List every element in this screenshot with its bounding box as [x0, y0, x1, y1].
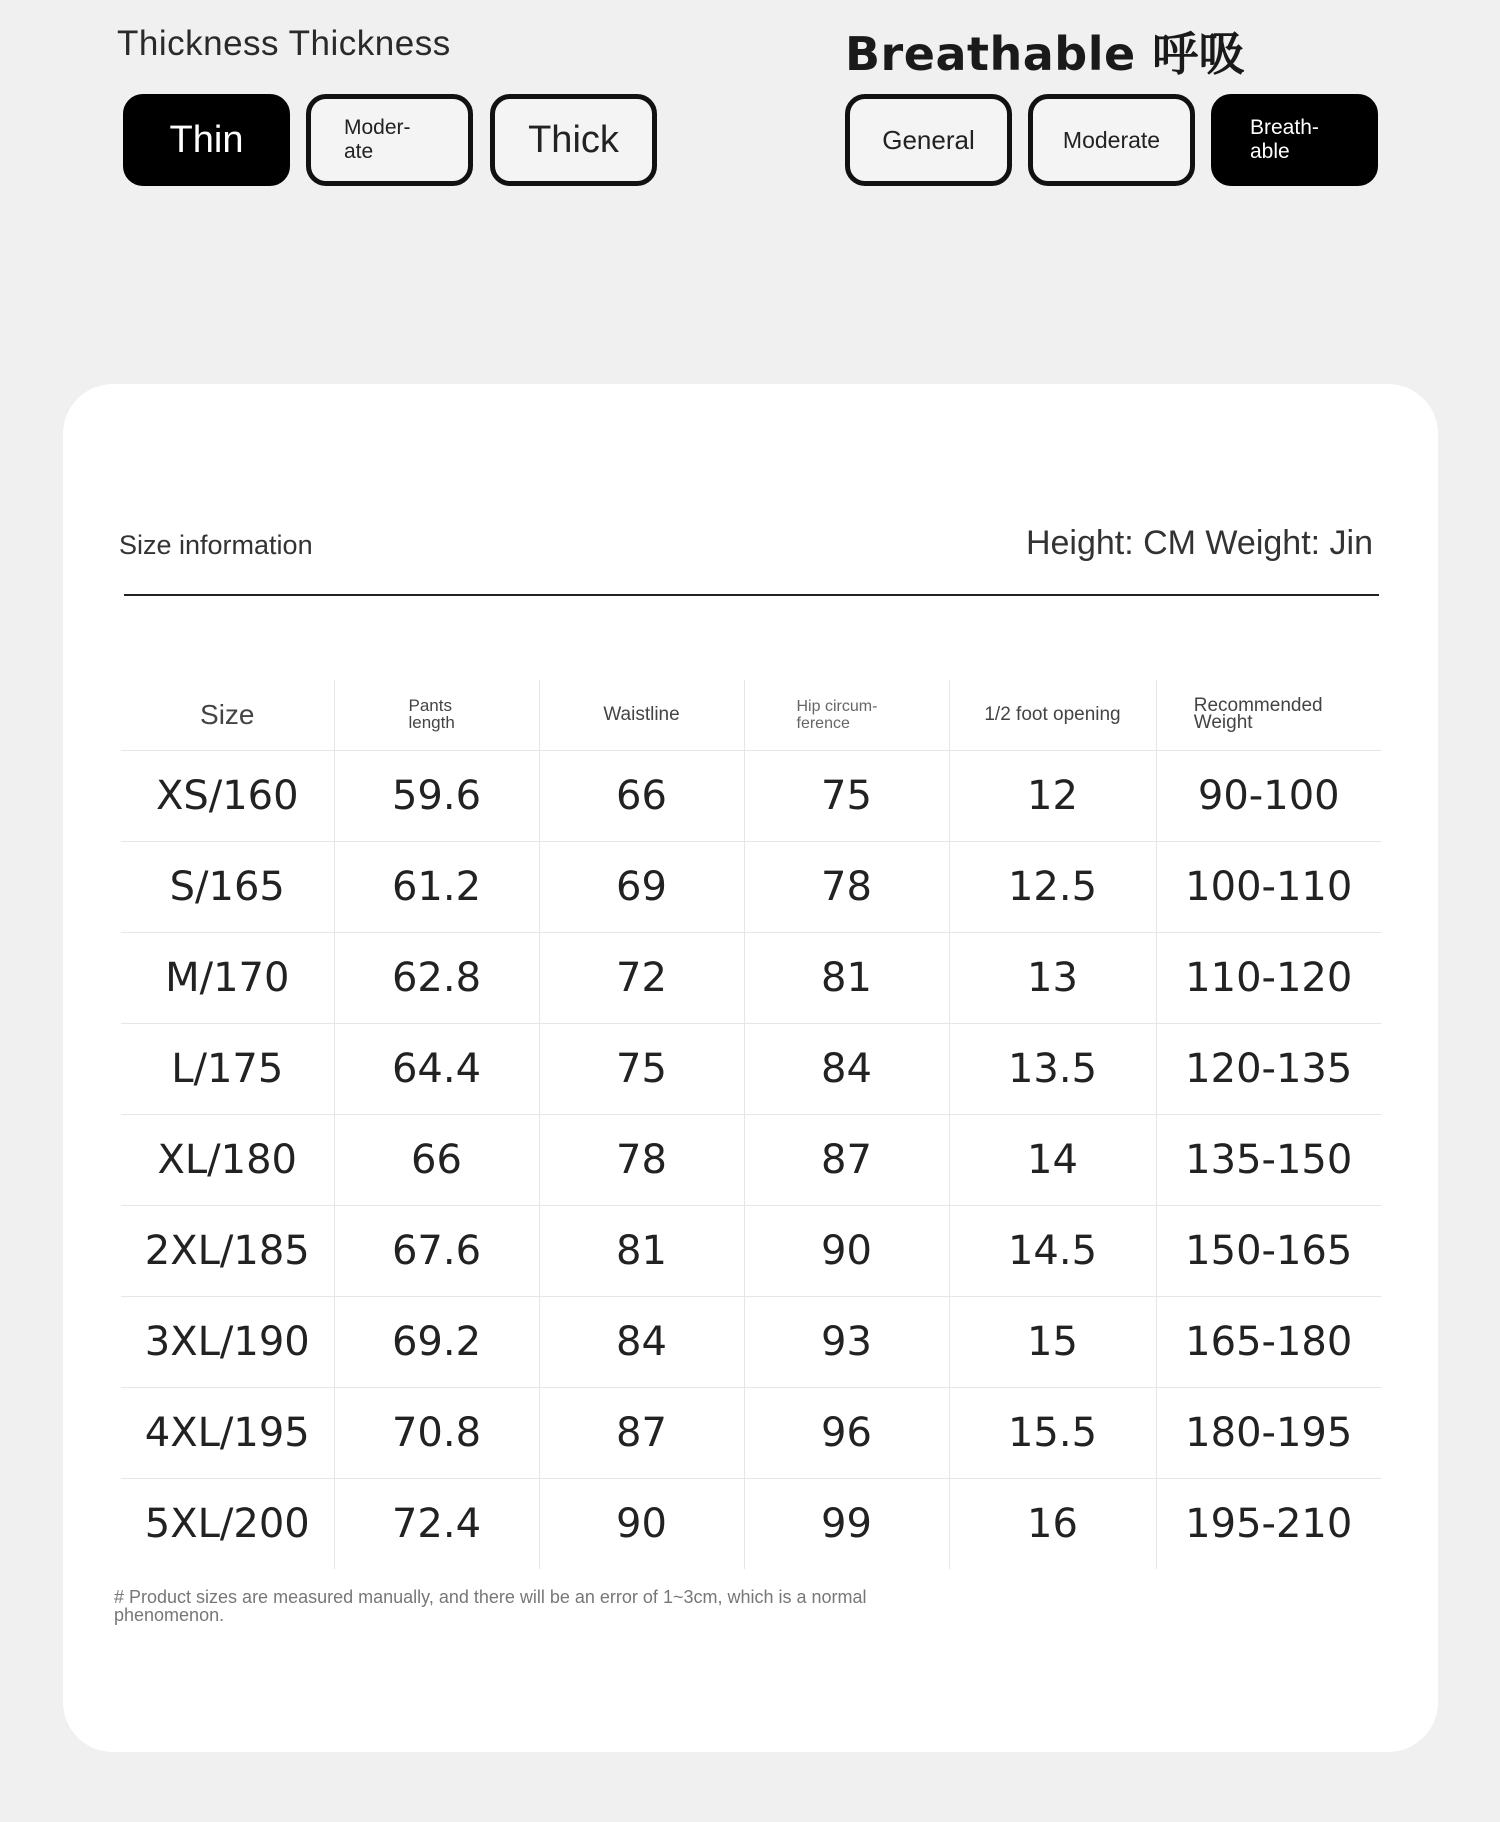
- cell-waistline: 84: [539, 1297, 744, 1388]
- table-row: [121, 1115, 1381, 1206]
- cell-hip-circumference: 78: [744, 842, 949, 933]
- cell-foot-opening: 15: [949, 1297, 1156, 1388]
- cell-hip-circumference: 99: [744, 1479, 949, 1570]
- units-label: Height: CM Weight: Jin: [1025, 524, 1373, 562]
- cell-recommended-weight: 195-210: [1156, 1479, 1381, 1570]
- cell-recommended-weight: 135-150: [1156, 1115, 1381, 1206]
- cell-foot-opening: 13: [949, 933, 1156, 1024]
- thickness-option-label: Moder-ate: [344, 116, 411, 163]
- table-row: [121, 1479, 1381, 1570]
- cell-waistline: 75: [539, 1024, 744, 1115]
- thickness-heading: Thickness Thickness: [117, 24, 451, 63]
- divider: [124, 594, 1379, 596]
- cell-pants-length: 66: [334, 1115, 539, 1206]
- breathable-option-label: General: [882, 124, 975, 155]
- breathable-option-moderate[interactable]: [1028, 94, 1195, 186]
- cell-pants-length: 59.6: [334, 751, 539, 842]
- cell-recommended-weight: 150-165: [1156, 1206, 1381, 1297]
- cell-pants-length: 62.8: [334, 933, 539, 1024]
- column-header-recommended-weight: Recommended Weight: [1156, 680, 1381, 751]
- breathable-heading: Breathable 呼吸: [845, 27, 1246, 81]
- cell-hip-circumference: 75: [744, 751, 949, 842]
- cell-waistline: 69: [539, 842, 744, 933]
- cell-hip-circumference: 87: [744, 1115, 949, 1206]
- cell-pants-length: 67.6: [334, 1206, 539, 1297]
- cell-size: XS/160: [121, 751, 334, 842]
- cell-size: 3XL/190: [121, 1297, 334, 1388]
- cell-pants-length: 64.4: [334, 1024, 539, 1115]
- cell-size: XL/180: [121, 1115, 334, 1206]
- cell-foot-opening: 12.5: [949, 842, 1156, 933]
- table-row: [121, 751, 1381, 842]
- cell-pants-length: 70.8: [334, 1388, 539, 1479]
- cell-foot-opening: 15.5: [949, 1388, 1156, 1479]
- cell-hip-circumference: 93: [744, 1297, 949, 1388]
- thickness-option-thin[interactable]: [123, 94, 290, 186]
- thickness-option-moderate[interactable]: [306, 94, 473, 186]
- cell-foot-opening: 16: [949, 1479, 1156, 1570]
- cell-hip-circumference: 81: [744, 933, 949, 1024]
- column-header-pants-length: Pants length: [334, 680, 539, 751]
- cell-pants-length: 69.2: [334, 1297, 539, 1388]
- size-table: [121, 680, 1381, 1569]
- cell-recommended-weight: 120-135: [1156, 1024, 1381, 1115]
- cell-pants-length: 72.4: [334, 1479, 539, 1570]
- cell-recommended-weight: 165-180: [1156, 1297, 1381, 1388]
- cell-size: 5XL/200: [121, 1479, 334, 1570]
- size-information-title: Size information: [119, 530, 313, 560]
- cell-waistline: 78: [539, 1115, 744, 1206]
- table-header-row: [121, 680, 1381, 751]
- cell-hip-circumference: 84: [744, 1024, 949, 1115]
- cell-waistline: 66: [539, 751, 744, 842]
- cell-foot-opening: 12: [949, 751, 1156, 842]
- cell-pants-length: 61.2: [334, 842, 539, 933]
- thickness-option-thick[interactable]: [490, 94, 657, 186]
- cell-waistline: 87: [539, 1388, 744, 1479]
- cell-recommended-weight: 100-110: [1156, 842, 1381, 933]
- cell-size: 2XL/185: [121, 1206, 334, 1297]
- footnote: # Product sizes are measured manually, and there will be an error of 1~3cm, which is a normal phenomenon.: [114, 1587, 867, 1625]
- table-row: [121, 1206, 1381, 1297]
- cell-size: M/170: [121, 933, 334, 1024]
- cell-hip-circumference: 90: [744, 1206, 949, 1297]
- cell-size: 4XL/195: [121, 1388, 334, 1479]
- table-row: [121, 1297, 1381, 1388]
- cell-size: S/165: [121, 842, 334, 933]
- cell-size: L/175: [121, 1024, 334, 1115]
- column-header-size: Size: [200, 699, 255, 730]
- breathable-option-label: Moderate: [1062, 126, 1161, 153]
- thickness-option-label: Thin: [169, 118, 244, 161]
- cell-foot-opening: 14.5: [949, 1206, 1156, 1297]
- cell-waistline: 81: [539, 1206, 744, 1297]
- column-header-hip-circumference: Hip circum-ference: [744, 680, 949, 751]
- breathable-option-label: Breath-able: [1250, 116, 1319, 163]
- cell-foot-opening: 13.5: [949, 1024, 1156, 1115]
- table-row: [121, 1024, 1381, 1115]
- thickness-option-label: Thick: [528, 118, 619, 161]
- column-header-foot-opening: 1/2 foot opening: [949, 680, 1156, 751]
- cell-waistline: 90: [539, 1479, 744, 1570]
- column-header-waistline: Waistline: [539, 680, 744, 751]
- breathable-option-breathable[interactable]: [1211, 94, 1378, 186]
- table-row: [121, 933, 1381, 1024]
- cell-recommended-weight: 90-100: [1156, 751, 1381, 842]
- table-row: [121, 1388, 1381, 1479]
- cell-foot-opening: 14: [949, 1115, 1156, 1206]
- table-row: [121, 842, 1381, 933]
- cell-recommended-weight: 110-120: [1156, 933, 1381, 1024]
- cell-waistline: 72: [539, 933, 744, 1024]
- breathable-option-general[interactable]: [845, 94, 1012, 186]
- cell-hip-circumference: 96: [744, 1388, 949, 1479]
- cell-recommended-weight: 180-195: [1156, 1388, 1381, 1479]
